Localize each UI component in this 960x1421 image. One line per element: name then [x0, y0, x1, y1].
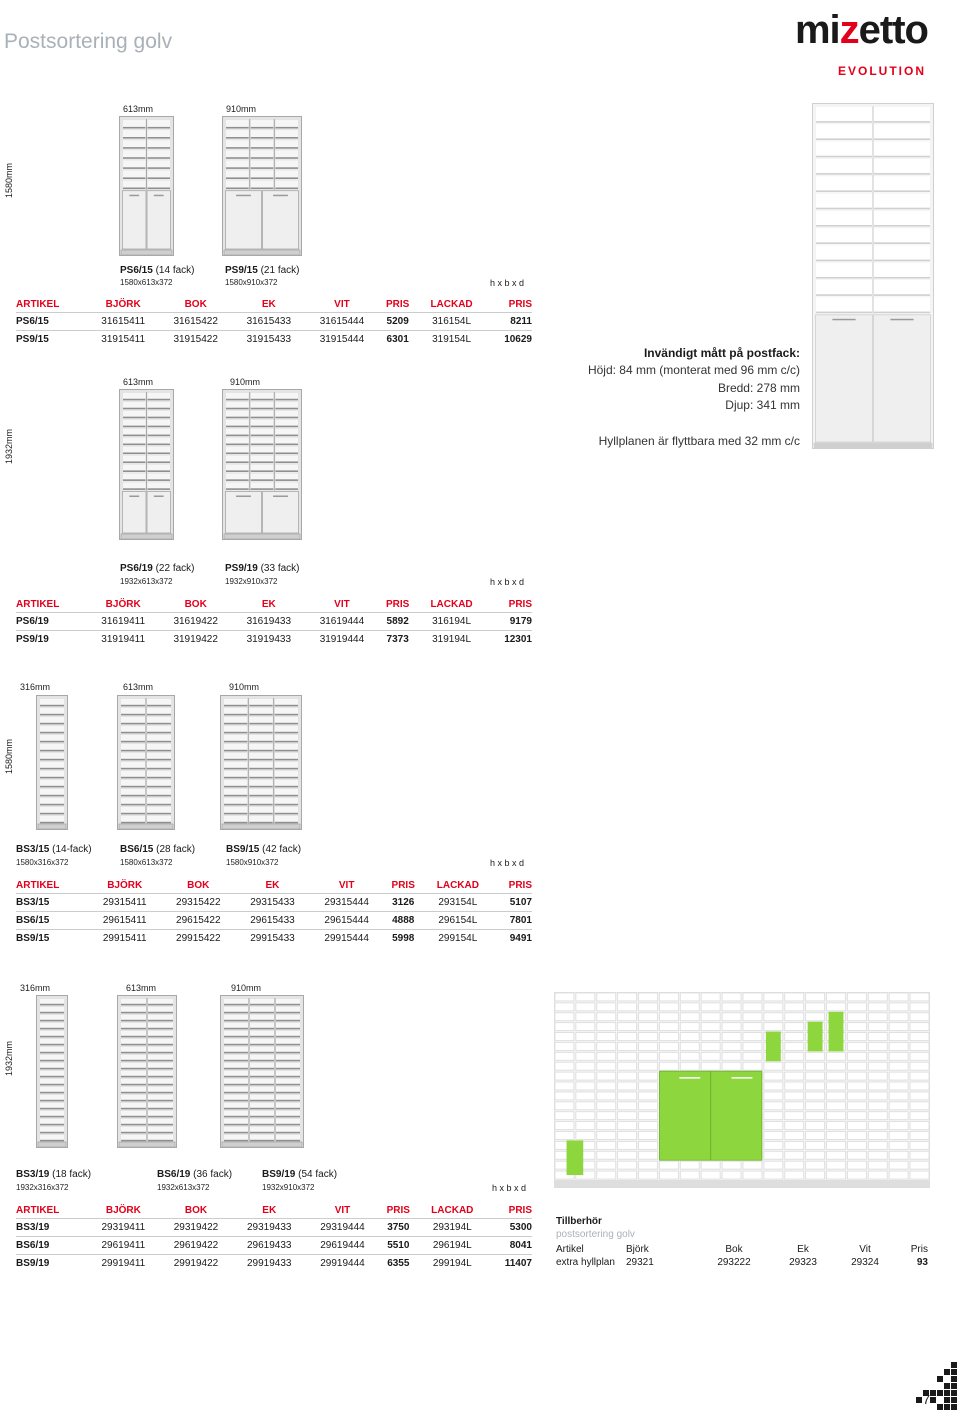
product-caption: PS6/19 (22 fack) [120, 563, 195, 574]
table-cell: 29315411 [88, 894, 161, 912]
table-cell: 31615422 [159, 313, 232, 331]
table-header: ARTIKEL [16, 599, 60, 610]
acc-cell: 29321 [626, 1257, 654, 1268]
table-cell: PS9/15 [16, 331, 87, 349]
width-dimension: 613mm [123, 104, 154, 114]
width-dimension: 316mm [20, 983, 51, 993]
table-cell: 31915433 [232, 331, 305, 349]
cabinet-image [119, 389, 174, 540]
info-title: Invändigt mått på postfack: [643, 346, 800, 360]
table-cell: 31919433 [232, 631, 305, 649]
table-cell: 5209 [379, 313, 417, 331]
table-header: EK [262, 1205, 277, 1216]
accessories-table [556, 1243, 928, 1269]
table-cell: BS9/15 [16, 930, 88, 948]
width-dimension: 910mm [230, 377, 261, 387]
table-cell: 31919411 [87, 631, 159, 649]
product-size: 1580x910x372 [226, 858, 279, 867]
acc-cell: 29324 [851, 1257, 879, 1268]
width-dimension: 910mm [229, 682, 260, 692]
table-cell: 3126 [384, 894, 423, 912]
table-cell: 29619411 [87, 1237, 159, 1255]
table-cell: 29319433 [233, 1219, 306, 1237]
table-cell: 31915422 [159, 331, 232, 349]
acc-cell: 93 [916, 1257, 928, 1268]
table-cell: 31619433 [232, 613, 305, 631]
table-cell: 319154L [417, 331, 486, 349]
logo-part-1: mi [794, 8, 840, 52]
table-cell: 8041 [487, 1237, 532, 1255]
table-cell: 31615433 [232, 313, 305, 331]
table-cell: 29919444 [306, 1255, 379, 1273]
table-cell: 299154L [423, 930, 493, 948]
page-number: 7 [922, 1392, 930, 1407]
table-cell: 296154L [423, 912, 493, 930]
table-cell: 5300 [487, 1219, 532, 1237]
table-cell: 7801 [493, 912, 532, 930]
table-cell: 29319411 [87, 1219, 159, 1237]
acc-cell: 293222 [717, 1257, 751, 1268]
brand-logo [795, 8, 928, 53]
table-cell: 29615422 [161, 912, 235, 930]
table-header: BJÖRK [107, 880, 143, 891]
table-cell: 4888 [384, 912, 423, 930]
acc-header: Ek [797, 1244, 809, 1255]
product-size: 1580x613x372 [120, 858, 173, 867]
table-cell: 31915444 [305, 331, 378, 349]
cabinet-image [117, 695, 175, 830]
table-row [16, 313, 532, 331]
cabinet-image [220, 995, 304, 1148]
width-dimension: 613mm [123, 682, 154, 692]
table-cell: BS3/19 [16, 1219, 87, 1237]
table-row [16, 930, 532, 948]
table-header: LACKAD [431, 1205, 474, 1216]
table-header: ARTIKEL [16, 880, 60, 891]
width-dimension: 910mm [226, 104, 257, 114]
table-cell: 12301 [486, 631, 532, 649]
height-dimension: 1580mm [4, 738, 14, 774]
table-cell: PS6/19 [16, 613, 87, 631]
table-cell: 6301 [379, 331, 417, 349]
height-dimension: 1580mm [4, 162, 14, 198]
acc-header: Artikel [556, 1244, 584, 1255]
table-cell: 29919433 [233, 1255, 306, 1273]
table-cell: 29619444 [306, 1237, 379, 1255]
table-cell: BS3/15 [16, 894, 88, 912]
cabinet-image [222, 116, 302, 256]
product-caption: BS3/15 (14-fack) [16, 844, 92, 855]
table-header: BOK [187, 880, 210, 891]
table-cell: 31615444 [305, 313, 378, 331]
acc-header: Pris [910, 1244, 928, 1255]
table-cell: 29615444 [310, 912, 384, 930]
cabinet-image [36, 995, 68, 1148]
logo-part-2: z [839, 8, 859, 52]
cabinet-image [117, 995, 177, 1148]
table-cell: BS9/19 [16, 1255, 87, 1273]
table-header: BOK [184, 1205, 208, 1216]
acc-cell: extra hyllplan [556, 1257, 615, 1268]
product-size: 1932x910x372 [262, 1183, 315, 1192]
table-cell: 29319444 [306, 1219, 379, 1237]
table-cell: 10629 [486, 331, 532, 349]
product-size: 1932x613x372 [157, 1183, 210, 1192]
table-header: VIT [334, 299, 350, 310]
acc-header: Björk [626, 1244, 649, 1255]
product-size: 1580x613x372 [120, 278, 173, 287]
product-caption: PS9/19 (33 fack) [225, 563, 300, 574]
logo-subtitle: EVOLUTION [837, 64, 926, 78]
price-table [16, 880, 532, 947]
price-table [16, 1205, 532, 1272]
table-cell: 293194L [418, 1219, 488, 1237]
product-caption: BS3/19 (18 fack) [16, 1169, 92, 1180]
width-dimension: 613mm [126, 983, 157, 993]
table-cell: 5892 [379, 613, 417, 631]
table-row [16, 631, 532, 649]
table-cell: 31919422 [159, 631, 232, 649]
product-size: 1932x910x372 [225, 577, 278, 586]
height-dimension: 1932mm [4, 1040, 14, 1076]
width-dimension: 910mm [231, 983, 262, 993]
table-cell: 6355 [379, 1255, 417, 1273]
table-cell: 299194L [418, 1255, 488, 1273]
accessories-subtitle: postsortering golv [556, 1229, 635, 1240]
cabinet-image [220, 695, 302, 830]
table-cell: 9179 [486, 613, 532, 631]
table-cell: 31619444 [305, 613, 378, 631]
table-cell: 316154L [417, 313, 486, 331]
table-header: EK [261, 599, 276, 610]
page-title: Postsortering golv [4, 30, 173, 53]
acc-header: Vit [859, 1244, 871, 1255]
table-cell: 31919444 [305, 631, 378, 649]
table-header: VIT [334, 1205, 351, 1216]
info-line: Höjd: 84 mm (monterat med 96 mm c/c) [587, 363, 800, 377]
table-cell: 7373 [379, 631, 417, 649]
table-cell: 29615433 [235, 912, 309, 930]
table-header: PRIS [386, 1205, 410, 1216]
table-header: PRIS [508, 599, 532, 610]
table-cell: 8211 [486, 313, 532, 331]
table-cell: BS6/19 [16, 1237, 87, 1255]
table-cell: PS6/15 [16, 313, 87, 331]
cabinet-photo [554, 992, 930, 1188]
product-caption: BS9/15 (42 fack) [226, 844, 302, 855]
table-header: PRIS [508, 880, 532, 891]
table-header: PRIS [508, 299, 532, 310]
product-caption: BS6/15 (28 fack) [120, 844, 196, 855]
dimension-order: h x b x d [490, 577, 525, 587]
table-row [16, 331, 532, 349]
table-cell: 3750 [379, 1219, 417, 1237]
table-cell: 31619411 [87, 613, 159, 631]
table-header: ARTIKEL [16, 1205, 60, 1216]
table-cell: 29915433 [235, 930, 309, 948]
table-cell: 5107 [493, 894, 532, 912]
table-header: ARTIKEL [16, 299, 60, 310]
table-header: BJÖRK [105, 299, 141, 310]
table-header: BOK [184, 599, 207, 610]
table-row [16, 912, 532, 930]
table-header: EK [261, 299, 276, 310]
cabinet-photo [812, 103, 934, 449]
info-line: Djup: 341 mm [725, 398, 800, 412]
height-dimension: 1932mm [4, 428, 14, 464]
table-header: LACKAD [436, 880, 479, 891]
table-cell: 293154L [423, 894, 493, 912]
product-size: 1580x316x372 [16, 858, 69, 867]
table-cell: 29315422 [161, 894, 235, 912]
table-cell: 29915444 [310, 930, 384, 948]
table-cell: 5998 [384, 930, 423, 948]
table-cell: 11407 [487, 1255, 532, 1273]
table-cell: 29919411 [87, 1255, 159, 1273]
table-cell: 29619422 [159, 1237, 232, 1255]
table-header: PRIS [508, 1205, 532, 1216]
table-cell: 5510 [379, 1237, 417, 1255]
price-table [16, 599, 532, 648]
table-cell: BS6/15 [16, 912, 88, 930]
width-dimension: 613mm [123, 377, 154, 387]
table-cell: 319194L [417, 631, 486, 649]
cabinet-image [119, 116, 174, 256]
product-caption: PS6/15 (14 fack) [120, 265, 195, 276]
table-cell: 29915411 [88, 930, 161, 948]
table-header: PRIS [386, 299, 410, 310]
table-cell: 29315444 [310, 894, 384, 912]
table-header: EK [265, 880, 280, 891]
table-cell: 29319422 [159, 1219, 232, 1237]
table-row [16, 1219, 532, 1237]
table-header: LACKAD [430, 299, 473, 310]
accessories-title: Tillberhör [556, 1216, 602, 1227]
table-header: VIT [338, 880, 355, 891]
table-cell: 31619422 [159, 613, 232, 631]
table-row [16, 1255, 532, 1273]
cabinet-image [222, 389, 302, 540]
table-header: PRIS [391, 880, 415, 891]
price-table [16, 299, 532, 348]
table-cell: 31915411 [87, 331, 159, 349]
dimension-order: h x b x d [490, 858, 525, 868]
table-header: BOK [184, 299, 207, 310]
product-size: 1932x613x372 [120, 577, 173, 586]
table-row [16, 894, 532, 912]
table-header: BJÖRK [105, 1205, 141, 1216]
info-note: Hyllplanen är flyttbara med 32 mm c/c [598, 434, 800, 448]
dimension-order: h x b x d [490, 278, 525, 288]
table-cell: 9491 [493, 930, 532, 948]
table-cell: 29919422 [159, 1255, 232, 1273]
table-cell: 29315433 [235, 894, 309, 912]
product-caption: BS9/19 (54 fack) [262, 1169, 338, 1180]
product-size: 1932x316x372 [16, 1183, 69, 1192]
pixel-pattern-icon [912, 1360, 960, 1416]
table-cell: 29915422 [161, 930, 235, 948]
table-row [16, 1237, 532, 1255]
table-cell: 29619433 [233, 1237, 306, 1255]
table-header: LACKAD [430, 599, 473, 610]
acc-header: Bok [725, 1244, 743, 1255]
table-header: BJÖRK [105, 599, 141, 610]
acc-cell: 29323 [789, 1257, 817, 1268]
table-cell: 31615411 [87, 313, 159, 331]
table-row [16, 613, 532, 631]
table-header: VIT [334, 599, 350, 610]
cabinet-image [36, 695, 68, 830]
table-cell: 316194L [417, 613, 486, 631]
logo-part-3: etto [858, 8, 928, 52]
width-dimension: 316mm [20, 682, 51, 692]
table-header: PRIS [386, 599, 410, 610]
table-cell: 29615411 [88, 912, 161, 930]
table-cell: PS9/19 [16, 631, 87, 649]
product-caption: BS6/19 (36 fack) [157, 1169, 233, 1180]
info-line: Bredd: 278 mm [717, 381, 800, 395]
product-caption: PS9/15 (21 fack) [225, 265, 300, 276]
table-cell: 296194L [418, 1237, 488, 1255]
product-size: 1580x910x372 [225, 278, 278, 287]
dimension-order: h x b x d [492, 1183, 527, 1193]
